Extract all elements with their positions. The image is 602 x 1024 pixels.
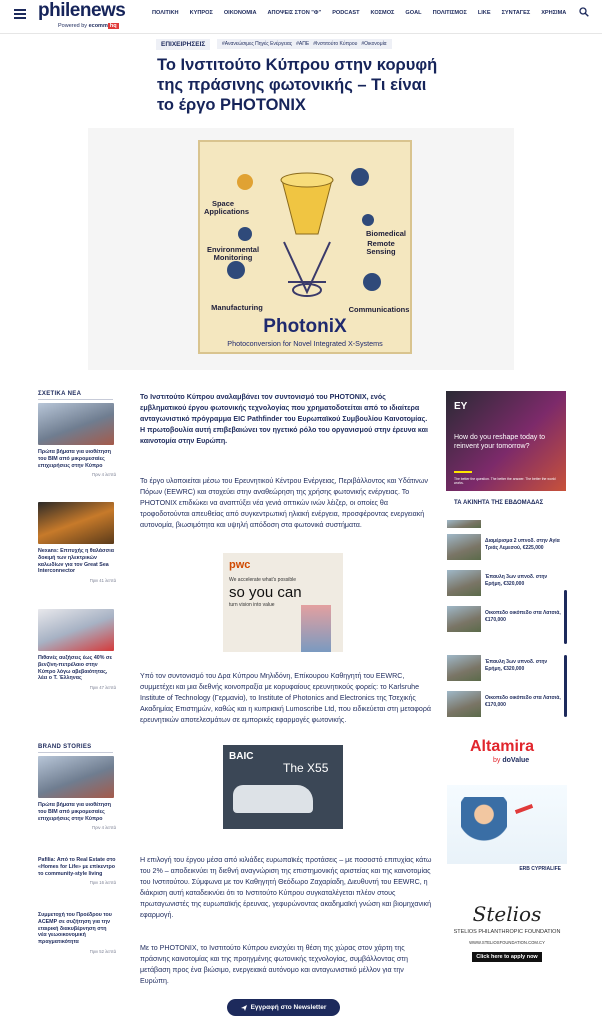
stelios-apply-button[interactable]: Click here to apply now (472, 952, 541, 962)
nav-item-like[interactable]: LIKE (477, 10, 491, 16)
related-title[interactable]: Nexans: Επιτυχής η θαλάσσια δοκιμή των ηλεκτρικών καλωδίων για τον Great Sea Interconnector (38, 548, 115, 575)
realestate-item[interactable] (447, 570, 569, 596)
nav-item-goal[interactable]: GOAL (405, 10, 422, 16)
hero-label: Remote Sensing (366, 239, 396, 256)
pwc-photo (301, 605, 331, 652)
realestate-text[interactable]: Διαμέρισμα 2 υπνοδ. στην Αγία Τριάς Λεμεσού, €225,000 (485, 538, 560, 551)
tag[interactable]: #ΑΠΕ (296, 41, 310, 47)
realestate-text[interactable]: Έπαυλη 3ων υπνοδ. στην Ερήμη, €320,000 (485, 659, 548, 672)
related-thumb[interactable] (38, 502, 114, 544)
ey-ad[interactable] (446, 391, 566, 491)
brand-stories-title: BRAND STORIES (38, 744, 92, 750)
related-thumb[interactable] (38, 403, 114, 445)
tag[interactable]: #Ινστιτούτο Κύπρου (313, 41, 358, 47)
brand-thumb[interactable] (38, 756, 114, 798)
related-title[interactable]: Πιθανές αυξήσεις έως 40% σε βενζίνη-πετρέλαιο στην Κύπρο λόγω αβεβαιότητας, λέει ο Τ. Έλληνας (38, 655, 113, 682)
nav-item-syntages[interactable]: ΣΥΝΤΑΓΕΣ (501, 10, 531, 16)
brand-story-title[interactable]: Συμμετοχή του Προέδρου του ΑCΕΜΡ σε συζήτηση για την εταιρική διακυβέρνηση στη νέα γεωοικονομική πραγματικότητα (38, 912, 112, 946)
site-logo[interactable]: philenews (38, 0, 126, 21)
realestate-thumb[interactable] (447, 534, 481, 560)
erb-footer: ERB CYPRIALIFE (447, 864, 567, 875)
realestate-item[interactable] (447, 534, 569, 560)
related-item[interactable] (38, 609, 116, 690)
nav-item-kosmos[interactable]: ΚΟΣΜΟΣ (370, 10, 395, 16)
realestate-item[interactable] (447, 691, 569, 717)
main-nav (152, 10, 566, 16)
realestate-text[interactable]: Έπαυλη 3ων υπνοδ. στην Ερήμη, €320,000 (485, 574, 548, 587)
site-header (0, 0, 602, 34)
nav-item-podcast[interactable]: PODCAST (332, 10, 360, 16)
baic-model: The X55 (283, 761, 329, 775)
tag[interactable]: #Ανανεώσιμες Πηγές Ενέργειας (222, 41, 293, 47)
stelios-logo: Stelios (472, 902, 542, 926)
newsletter-label: Εγγραφή στο Newsletter (250, 1004, 327, 1011)
pwc-line3: turn vision into value (229, 602, 275, 608)
hero-brand: PhotoniX (263, 316, 347, 337)
related-news-title: ΣΧΕΤΙΚΑ ΝΕΑ (38, 391, 82, 397)
tag[interactable]: #Οικονομία (361, 41, 387, 47)
baic-ad[interactable] (223, 745, 343, 829)
realestate-text[interactable]: Οικοπεδο οικόπεδο στα Λατσιά, €170,000 (485, 695, 561, 708)
related-time: Πριν 4 λεπτά (92, 472, 116, 478)
related-thumb[interactable] (38, 609, 114, 651)
realestate-thumb[interactable] (447, 570, 481, 596)
brand-item[interactable] (38, 853, 116, 885)
pwc-line1: We accelerate what's possible (229, 577, 297, 583)
car-image (233, 785, 313, 813)
powered-by: Powered by ecomm hq (58, 23, 117, 29)
nav-item-politiki[interactable]: ΠΟΛΙΤΙΚΗ (152, 10, 179, 16)
article-lead: Το Ινστιτούτο Κύπρου αναλαμβάνει τον συντονισμό του PHOTONIX, ενός εμβληματικού έργου φωτονικής τεχνολογίας που χρηματοδοτείται από το ιδιαίτερα ανταγωνιστικό πρόγραμμα EIC Pathfinder του Ευρωπαϊκού Συμβουλίου Καινοτομίας. Η πρωτοβουλία αυτή επιβεβαιώνει τον ηγετικό ρόλο του οργανισμού στην έρευνα και καινοτομία στην Ευρώπη. (140, 393, 428, 445)
nav-item-apopseis[interactable]: ΑΠΟΨΕΙΣ ΣΤΟΝ "Φ" (267, 10, 322, 16)
hero-label: Manufacturing (211, 303, 263, 312)
nav-item-xrisima[interactable]: ΧΡΗΣΙΜΑ (541, 10, 567, 16)
related-item[interactable] (38, 502, 116, 583)
hero-label: Environmental Monitoring (206, 245, 260, 262)
pwc-ad[interactable] (223, 553, 343, 652)
realestate-scrollbar[interactable] (564, 655, 567, 717)
hero-image (198, 140, 412, 354)
send-icon (241, 1005, 247, 1011)
brand-story-title[interactable]: Πρώτα βήματα για υιοθέτηση του BIM από μικρομεσαίες επιχειρήσεις στην Κύπρο (38, 802, 111, 822)
ey-footer: The better the question. The better the answer. The better the world works. (454, 477, 556, 485)
paper-plane-icon (515, 804, 533, 814)
tag-list (217, 39, 392, 49)
realestate-item[interactable] (447, 606, 569, 632)
related-title[interactable]: Πρώτα βήματα για υιοθέτηση του BIM από μικρομεσαίες επιχειρήσεις στην Κύπρο (38, 449, 111, 469)
altamira-logo[interactable]: Altamira (470, 738, 535, 755)
realestate-text[interactable]: Οικοπεδο οικόπεδο στα Λατσιά, €170,000 (485, 610, 561, 623)
pwc-line2: so you can (229, 584, 302, 601)
realestate-thumb[interactable] (447, 691, 481, 717)
erb-ad[interactable] (447, 785, 567, 875)
ey-accent-bar (454, 471, 472, 473)
realestate-item[interactable] (447, 655, 569, 681)
realestate-thumb[interactable] (447, 520, 481, 528)
article-paragraph: Με το PHOTONIX, το Ινστιτούτο Κύπρου ενισχύει τη θέση της χώρας στον χάρτη της πράσινης καινοτομίας και της προηγμένης φωτονικής τεχνολογίας, συμβάλλοντας στη μετάβαση προς ένα βιώσιμο, ενεργειακά αυτόνομο και ανταγωνιστικό μέλλον για την Ευρώπη. (140, 944, 408, 985)
hero-label: Space Applications (204, 199, 250, 216)
erb-photo (461, 797, 507, 855)
realestate-thumb[interactable] (447, 606, 481, 632)
brand-story-title[interactable]: Pafilia: Από το Real Estate στο «Homes for Life» με επίκεντρο το community-style living (38, 857, 116, 877)
related-time: Πριν 47 λεπτά (89, 685, 116, 691)
baic-logo: BAIC (229, 751, 254, 762)
realestate-item[interactable] (447, 520, 569, 528)
category-badge[interactable]: ΕΠΙΧΕΙΡΗΣΕΙΣ (156, 39, 210, 50)
article-title: Το Ινστιτούτο Κύπρου στην κορυφή της πράσινης φωτονικής – Τι είναι το έργο PHOTONIX (157, 56, 438, 114)
stelios-ad[interactable] (447, 880, 567, 978)
article-paragraph: Υπό τον συντονισμό του Δρα Κύπρου Μηλιδόνη, Επίκουρου Καθηγητή του EEWRC, συμμετέχει και μια διεθνής κοινοπραξία με κορυφαίους ερευνητικούς φορείς: το Karlsruhe Institute of Technology (Γερμανία), το Institute of Photonics and Electronics της Τσεχικής Ακαδημίας Επιστημών, καθώς και η κυπριακή Lumoscribe Ltd, που ειδικεύεται στη μεταφορά ερευνητικών αποτελεσμάτων σε εμπορικές εφαρμογές φωτονικής. (140, 672, 431, 724)
nav-item-politismos[interactable]: ΠΟΛΙΤΙΣΜΟΣ (432, 10, 467, 16)
nav-item-oikonomia[interactable]: ΟΙΚΟΝΟΜΙΑ (223, 10, 257, 16)
related-item[interactable] (38, 403, 116, 477)
stelios-foundation: STELIOS PHILANTHROPIC FOUNDATION (453, 929, 561, 935)
brand-story-time: Πριν 4 λεπτά (92, 825, 116, 831)
stelios-url: WWW.STELIOSFOUNDATION.COM.CY (469, 939, 545, 945)
brand-item[interactable] (38, 756, 116, 830)
article-paragraph: Το έργο υλοποιείται μέσω του Ερευνητικού Κέντρου Ενέργειας, Περιβάλλοντος και Υδάτινων Πόρων (EEWRC) και στοχεύει στην αναθεώρηση της χρήσης φωτονικής ενέργειας. Το PHOTONIX επιδιώκει να αναπτύξει νέα γενιά οπτικών ινών λέιζερ, οι οποίες θα τροφοδοτούνται απευθείας από συγκεντρωτική ηλιακή ενέργεια, προσφέροντας ενεργειακή αυτονομία, βιωσιμότητα και υψηλή απόδοση στα φωτονικά συστήματα. (140, 477, 428, 529)
brand-story-time: Πριν 16 λεπτά (89, 880, 116, 886)
hamburger-menu-icon[interactable] (14, 9, 26, 19)
ey-headline: How do you reshape today to reinvent your tomorrow? (454, 434, 546, 450)
search-icon[interactable] (579, 7, 589, 17)
realestate-scrollbar[interactable] (564, 590, 567, 644)
hero-label: Biomedical (365, 229, 406, 238)
realestate-title: ΤΑ ΑΚΙΝΗΤΑ ΤΗΣ ΕΒΔΟΜΑΔΑΣ (454, 500, 544, 506)
nav-item-kypros[interactable]: ΚΥΠΡΟΣ (189, 10, 213, 16)
hero-subtitle: Photoconversion for Novel Integrated X-Systems (227, 339, 383, 348)
ey-logo: EY (454, 401, 468, 412)
related-time: Πριν 41 λεπτά (89, 578, 116, 584)
realestate-thumb[interactable] (447, 655, 481, 681)
hero-label: Communications (348, 305, 410, 314)
brand-story-time: Πριν 52 λεπτά (89, 948, 116, 954)
newsletter-button[interactable] (227, 999, 340, 1016)
brand-item[interactable] (38, 908, 116, 954)
pwc-logo: pwc (229, 559, 251, 571)
article-paragraph: Η επιλογή του έργου μέσα από κιλιάδες ευρωπαϊκές προτάσεις – με ποσοστό επιτυχίας κάτω του 2% – αποδεικνύει τη διεθνή αναγνώριση της επιστημονικής αριστείας και της καινοτομίας του Ινστιτούτου. Σύμφωνα με τον Καθηγητή Θεόδωρο Ζαχαρίαδη, Διευθυντή του EEWRC, η διάκριση αυτή καταδεικνύει ότι το Ινστιτούτο Κύπρου συγκαταλέγεται πλέον στους πρωταγωνιστές της ευρωπαϊκής έρευνας, γεφυρώνοντας ακαδημαϊκή γνώση και βιομηχανική εφαρμογή. (140, 856, 432, 919)
altamira-subline: by doValue (493, 757, 530, 764)
